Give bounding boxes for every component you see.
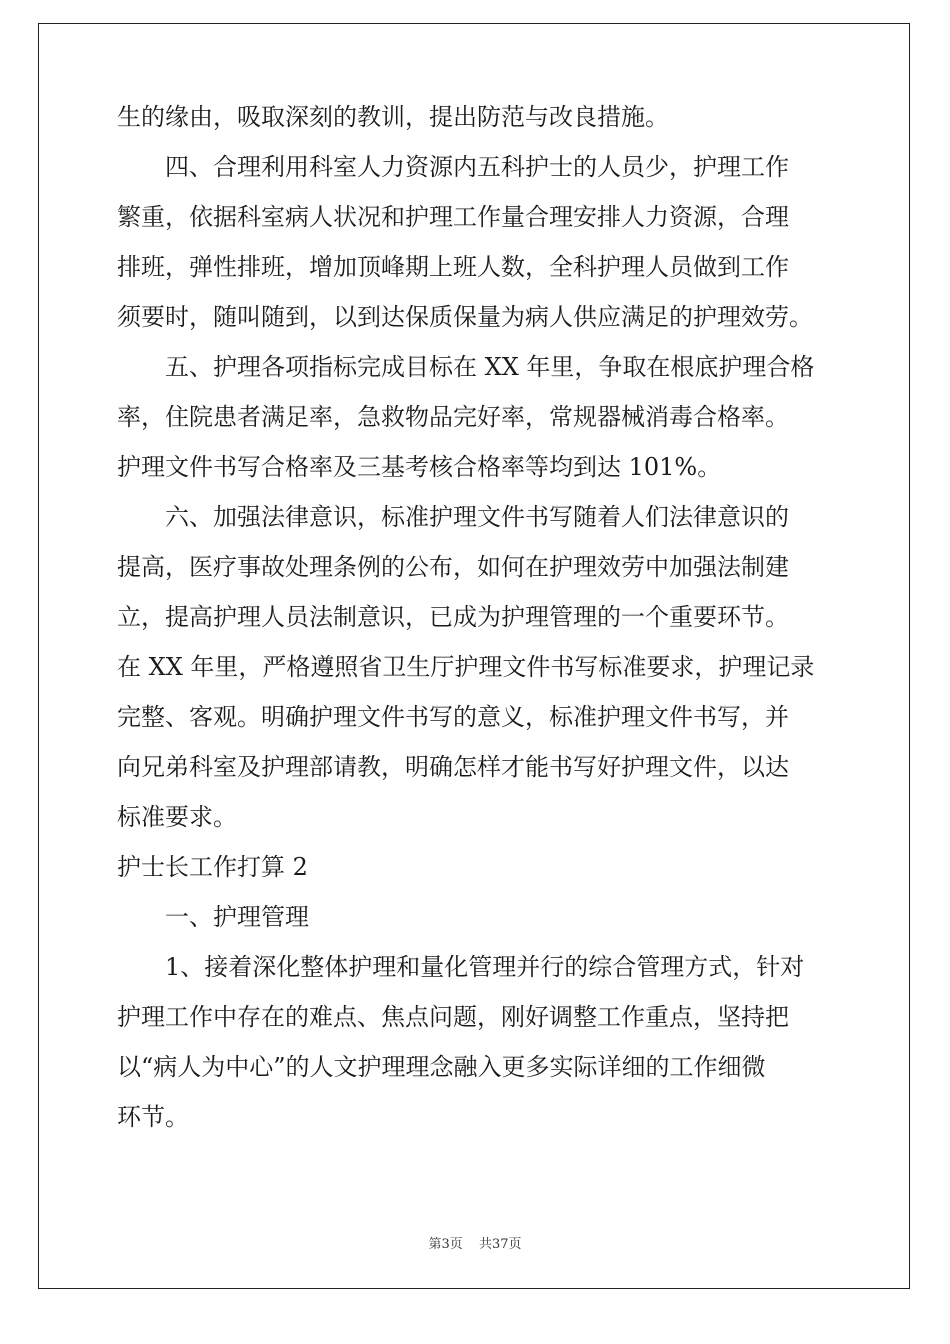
paragraph-start-line: 1、接着深化整体护理和量化管理并行的综合管理方式，针对 [165, 953, 805, 981]
text-line: 立，提高护理人员法制意识，已成为护理管理的一个重要环节。 [117, 603, 789, 631]
text-line: 标准要求。 [117, 803, 237, 831]
page-number-current: 第3页 [428, 1237, 463, 1252]
text-line: 生的缘由，吸取深刻的教训，提出防范与改良措施。 [117, 103, 669, 131]
paragraph-start-line: 六、加强法律意识，标准护理文件书写随着人们法律意识的 [165, 503, 789, 531]
subsection-heading: 一、护理管理 [165, 903, 309, 931]
paragraph-start-line: 五、护理各项指标完成目标在 XX 年里，争取在根底护理合格 [165, 353, 815, 381]
page-footer [0, 1233, 950, 1252]
section-heading: 护士长工作打算 2 [117, 853, 308, 881]
text-line: 繁重，依据科室病人状况和护理工作量合理安排人力资源，合理 [117, 203, 789, 231]
paragraph-start-line: 四、合理利用科室人力资源内五科护士的人员少，护理工作 [165, 153, 789, 181]
text-line: 向兄弟科室及护理部请教，明确怎样才能书写好护理文件，以达 [117, 753, 789, 781]
text-line: 在 XX 年里，严格遵照省卫生厅护理文件书写标准要求，护理记录 [117, 653, 815, 681]
document-body [117, 92, 837, 1142]
text-line: 排班，弹性排班，增加顶峰期上班人数，全科护理人员做到工作 [117, 253, 789, 281]
text-line: 环节。 [117, 1103, 189, 1131]
text-line: 以“病人为中心”的人文护理理念融入更多实际详细的工作细微 [117, 1053, 766, 1081]
text-line: 护理文件书写合格率及三基考核合格率等均到达 101%。 [117, 453, 722, 481]
text-line: 提高，医疗事故处理条例的公布，如何在护理效劳中加强法制建 [117, 553, 789, 581]
text-line: 率，住院患者满足率，急救物品完好率，常规器械消毒合格率。 [117, 403, 789, 431]
text-line: 护理工作中存在的难点、焦点问题，刚好调整工作重点，坚持把 [117, 1003, 789, 1031]
text-line: 须要时，随叫随到，以到达保质保量为病人供应满足的护理效劳。 [117, 303, 813, 331]
text-line: 完整、客观。明确护理文件书写的意义，标准护理文件书写，并 [117, 703, 789, 731]
page-number-total: 共37页 [478, 1237, 522, 1252]
